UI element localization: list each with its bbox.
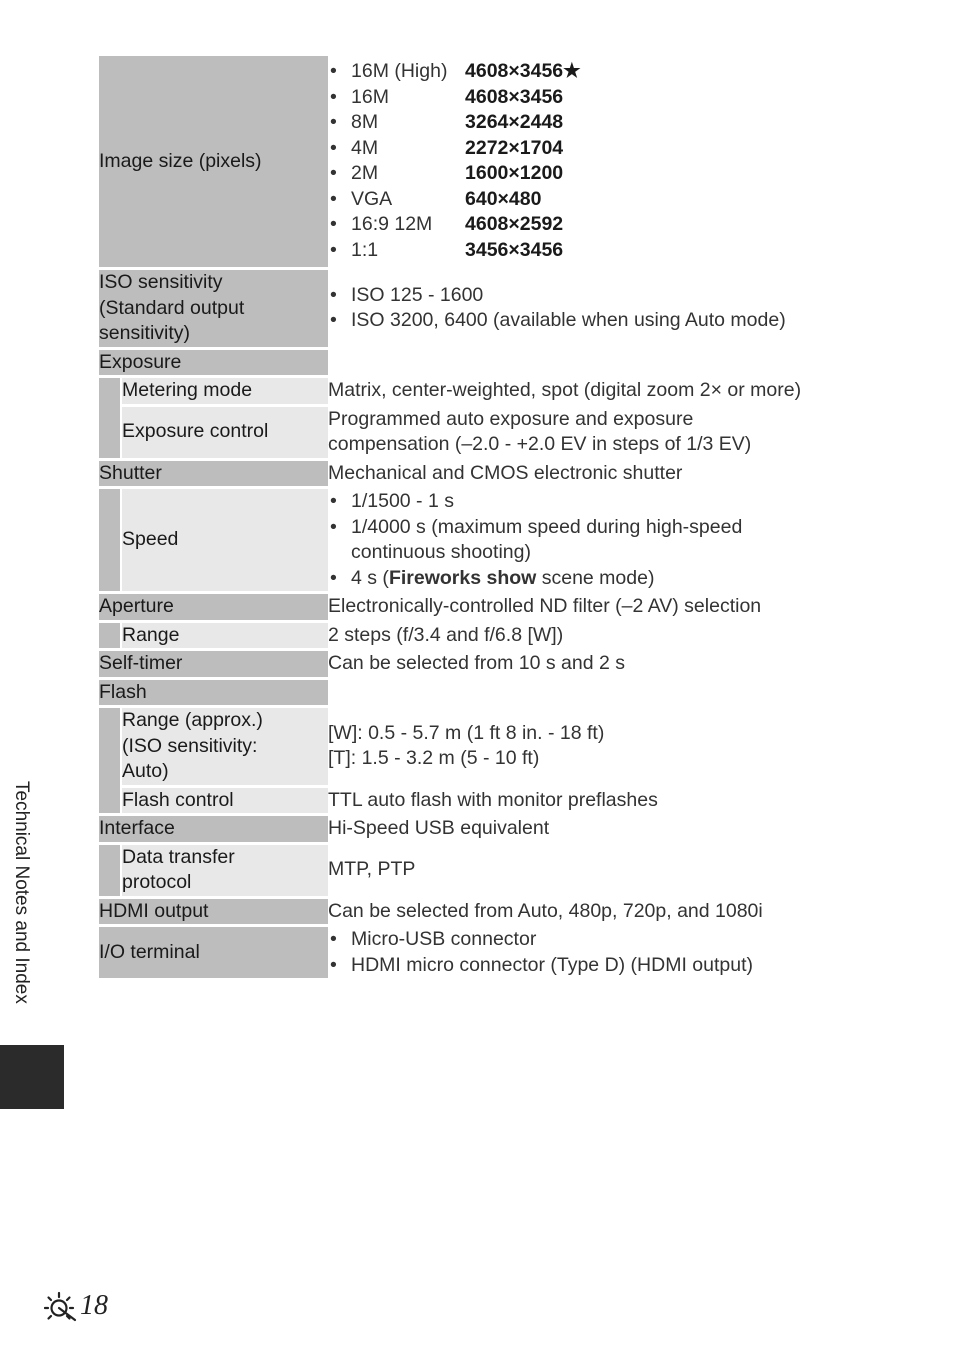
size-name: • 8M <box>351 111 379 133</box>
row-value-flash <box>328 678 849 707</box>
row-value-aperture: Electronically-controlled ND filter (–2 AV) selection <box>328 593 849 622</box>
size-row <box>351 238 849 264</box>
group-gutter <box>99 488 121 593</box>
size-name: • 16M <box>351 85 389 108</box>
list-item <box>328 85 849 111</box>
size-row <box>351 212 849 238</box>
table-row <box>99 56 849 269</box>
group-gutter <box>99 377 121 460</box>
size-value: 3456×3456 <box>465 238 564 261</box>
size-value: 2272×1704 <box>465 136 564 159</box>
list-item <box>328 238 849 264</box>
size-row <box>351 136 849 162</box>
row-label-metering-mode: Metering mode <box>121 377 328 406</box>
page-number <box>44 1288 108 1324</box>
list-item: • Micro-USB connector <box>328 927 849 953</box>
size-value: 4608×3456 <box>465 85 564 108</box>
image-size-list <box>328 59 849 263</box>
value-line: Programmed auto exposure and exposure <box>328 407 694 430</box>
table-row <box>99 926 849 980</box>
value-line: compensation (–2.0 - +2.0 EV in steps of 1/3 EV) <box>328 433 752 455</box>
row-label-io-terminal: I/O terminal <box>99 926 328 980</box>
section-side-label: Technical Notes and Index <box>11 781 32 1004</box>
speed-list <box>328 489 849 591</box>
label-line: Data transfer <box>122 845 235 868</box>
item-text: scene mode) <box>536 566 655 589</box>
list-item: • HDMI micro connector (Type D) (HDMI output) <box>328 953 849 979</box>
row-label-shutter: Shutter <box>99 459 328 488</box>
row-value-flash-range <box>328 707 849 787</box>
table-row <box>99 377 849 406</box>
label-line: Range (approx.) <box>122 709 263 731</box>
size-value: 640×480 <box>465 187 542 210</box>
label-line: ISO sensitivity <box>99 271 223 293</box>
io-list <box>328 927 849 978</box>
iso-list <box>328 283 849 334</box>
size-value: 4608×2592 <box>465 213 564 235</box>
size-row <box>351 59 849 85</box>
table-row <box>99 707 849 787</box>
item-line: • 1/4000 s (maximum speed during high-speed <box>351 515 743 538</box>
table-row <box>99 815 849 844</box>
list-item: • ISO 125 - 1600 <box>328 283 849 309</box>
row-label-range: Range <box>121 621 328 650</box>
table-row <box>99 348 849 377</box>
row-value-data-transfer-protocol: MTP, PTP <box>328 843 849 897</box>
size-row <box>351 161 849 187</box>
size-value: 3264×2448 <box>465 111 564 133</box>
list-item <box>328 136 849 162</box>
row-value-hdmi-output: Can be selected from Auto, 480p, 720p, and 1080i <box>328 897 849 926</box>
row-label-data-transfer-protocol <box>121 843 328 897</box>
specifications-table <box>99 56 849 981</box>
row-label-flash-control: Flash control <box>121 786 328 815</box>
table-row <box>99 650 849 679</box>
row-value-exposure <box>328 348 849 377</box>
table-row <box>99 621 849 650</box>
table-row <box>99 897 849 926</box>
list-item: • 1/1500 - 1 s <box>328 489 849 515</box>
row-label-exposure-control: Exposure control <box>121 405 328 459</box>
label-line: protocol <box>122 871 192 893</box>
row-value-iso <box>328 269 849 349</box>
size-value: 1600×1200 <box>465 162 564 184</box>
group-gutter <box>99 621 121 650</box>
row-label-flash-range <box>121 707 328 787</box>
row-value-shutter: Mechanical and CMOS electronic shutter <box>328 459 849 488</box>
label-line: (Standard output <box>99 296 245 319</box>
row-label-self-timer: Self-timer <box>99 650 328 679</box>
table-row <box>99 786 849 815</box>
list-item <box>328 212 849 238</box>
table-row <box>99 593 849 622</box>
table-row <box>99 269 849 349</box>
group-gutter <box>99 843 121 897</box>
label-line: (ISO sensitivity: <box>122 734 258 757</box>
table-row <box>99 678 849 707</box>
size-value: 4608×3456★ <box>465 60 581 82</box>
size-row <box>351 110 849 136</box>
size-name: • 16:9 12M <box>351 213 433 235</box>
group-gutter <box>99 707 121 815</box>
value-line: [W]: 0.5 - 5.7 m (1 ft 8 in. - 18 ft) <box>328 721 605 744</box>
table-row <box>99 459 849 488</box>
row-label-hdmi-output: HDMI output <box>99 897 328 926</box>
size-name: • 1:1 <box>351 238 379 261</box>
list-item <box>328 161 849 187</box>
size-name: • VGA <box>351 187 393 210</box>
table-row <box>99 843 849 897</box>
list-item <box>328 515 849 566</box>
tech-notes-icon <box>44 1289 78 1323</box>
list-item <box>328 187 849 213</box>
size-name: • 2M <box>351 162 379 184</box>
list-item <box>328 110 849 136</box>
row-value-flash-control: TTL auto flash with monitor preflashes <box>328 786 849 815</box>
row-value-image-size <box>328 56 849 269</box>
row-label-exposure: Exposure <box>99 348 328 377</box>
row-value-exposure-control <box>328 405 849 459</box>
row-value-speed <box>328 488 849 593</box>
size-name: • 4M <box>351 136 379 159</box>
size-row <box>351 85 849 111</box>
size-name: • 16M (High) <box>351 60 448 82</box>
list-item: • ISO 3200, 6400 (available when using Auto mode) <box>328 308 849 334</box>
row-value-metering-mode: Matrix, center-weighted, spot (digital zoom 2× or more) <box>328 377 849 406</box>
list-item <box>328 59 849 85</box>
row-label-iso <box>99 269 328 349</box>
label-line: sensitivity) <box>99 322 191 344</box>
list-item <box>328 566 849 592</box>
size-row <box>351 187 849 213</box>
row-label-aperture: Aperture <box>99 593 328 622</box>
section-thumb-tab <box>0 1045 64 1109</box>
page-number-text: 18 <box>80 1290 108 1321</box>
row-value-io-terminal <box>328 926 849 980</box>
value-line: [T]: 1.5 - 3.2 m (5 - 10 ft) <box>328 747 540 770</box>
item-line: continuous shooting) <box>351 541 531 563</box>
row-label-flash: Flash <box>99 678 328 707</box>
row-label-speed: Speed <box>121 488 328 593</box>
row-label-interface: Interface <box>99 815 328 844</box>
row-value-interface: Hi-Speed USB equivalent <box>328 815 849 844</box>
scene-mode-name: Fireworks show <box>388 566 537 589</box>
row-value-range: 2 steps (f/3.4 and f/6.8 [W]) <box>328 621 849 650</box>
table-row <box>99 488 849 593</box>
row-value-self-timer: Can be selected from 10 s and 2 s <box>328 650 849 679</box>
table-row <box>99 405 849 459</box>
item-text: 4 s ( <box>351 566 389 589</box>
row-label-image-size: Image size (pixels) <box>99 56 328 269</box>
label-line: Auto) <box>122 760 169 782</box>
